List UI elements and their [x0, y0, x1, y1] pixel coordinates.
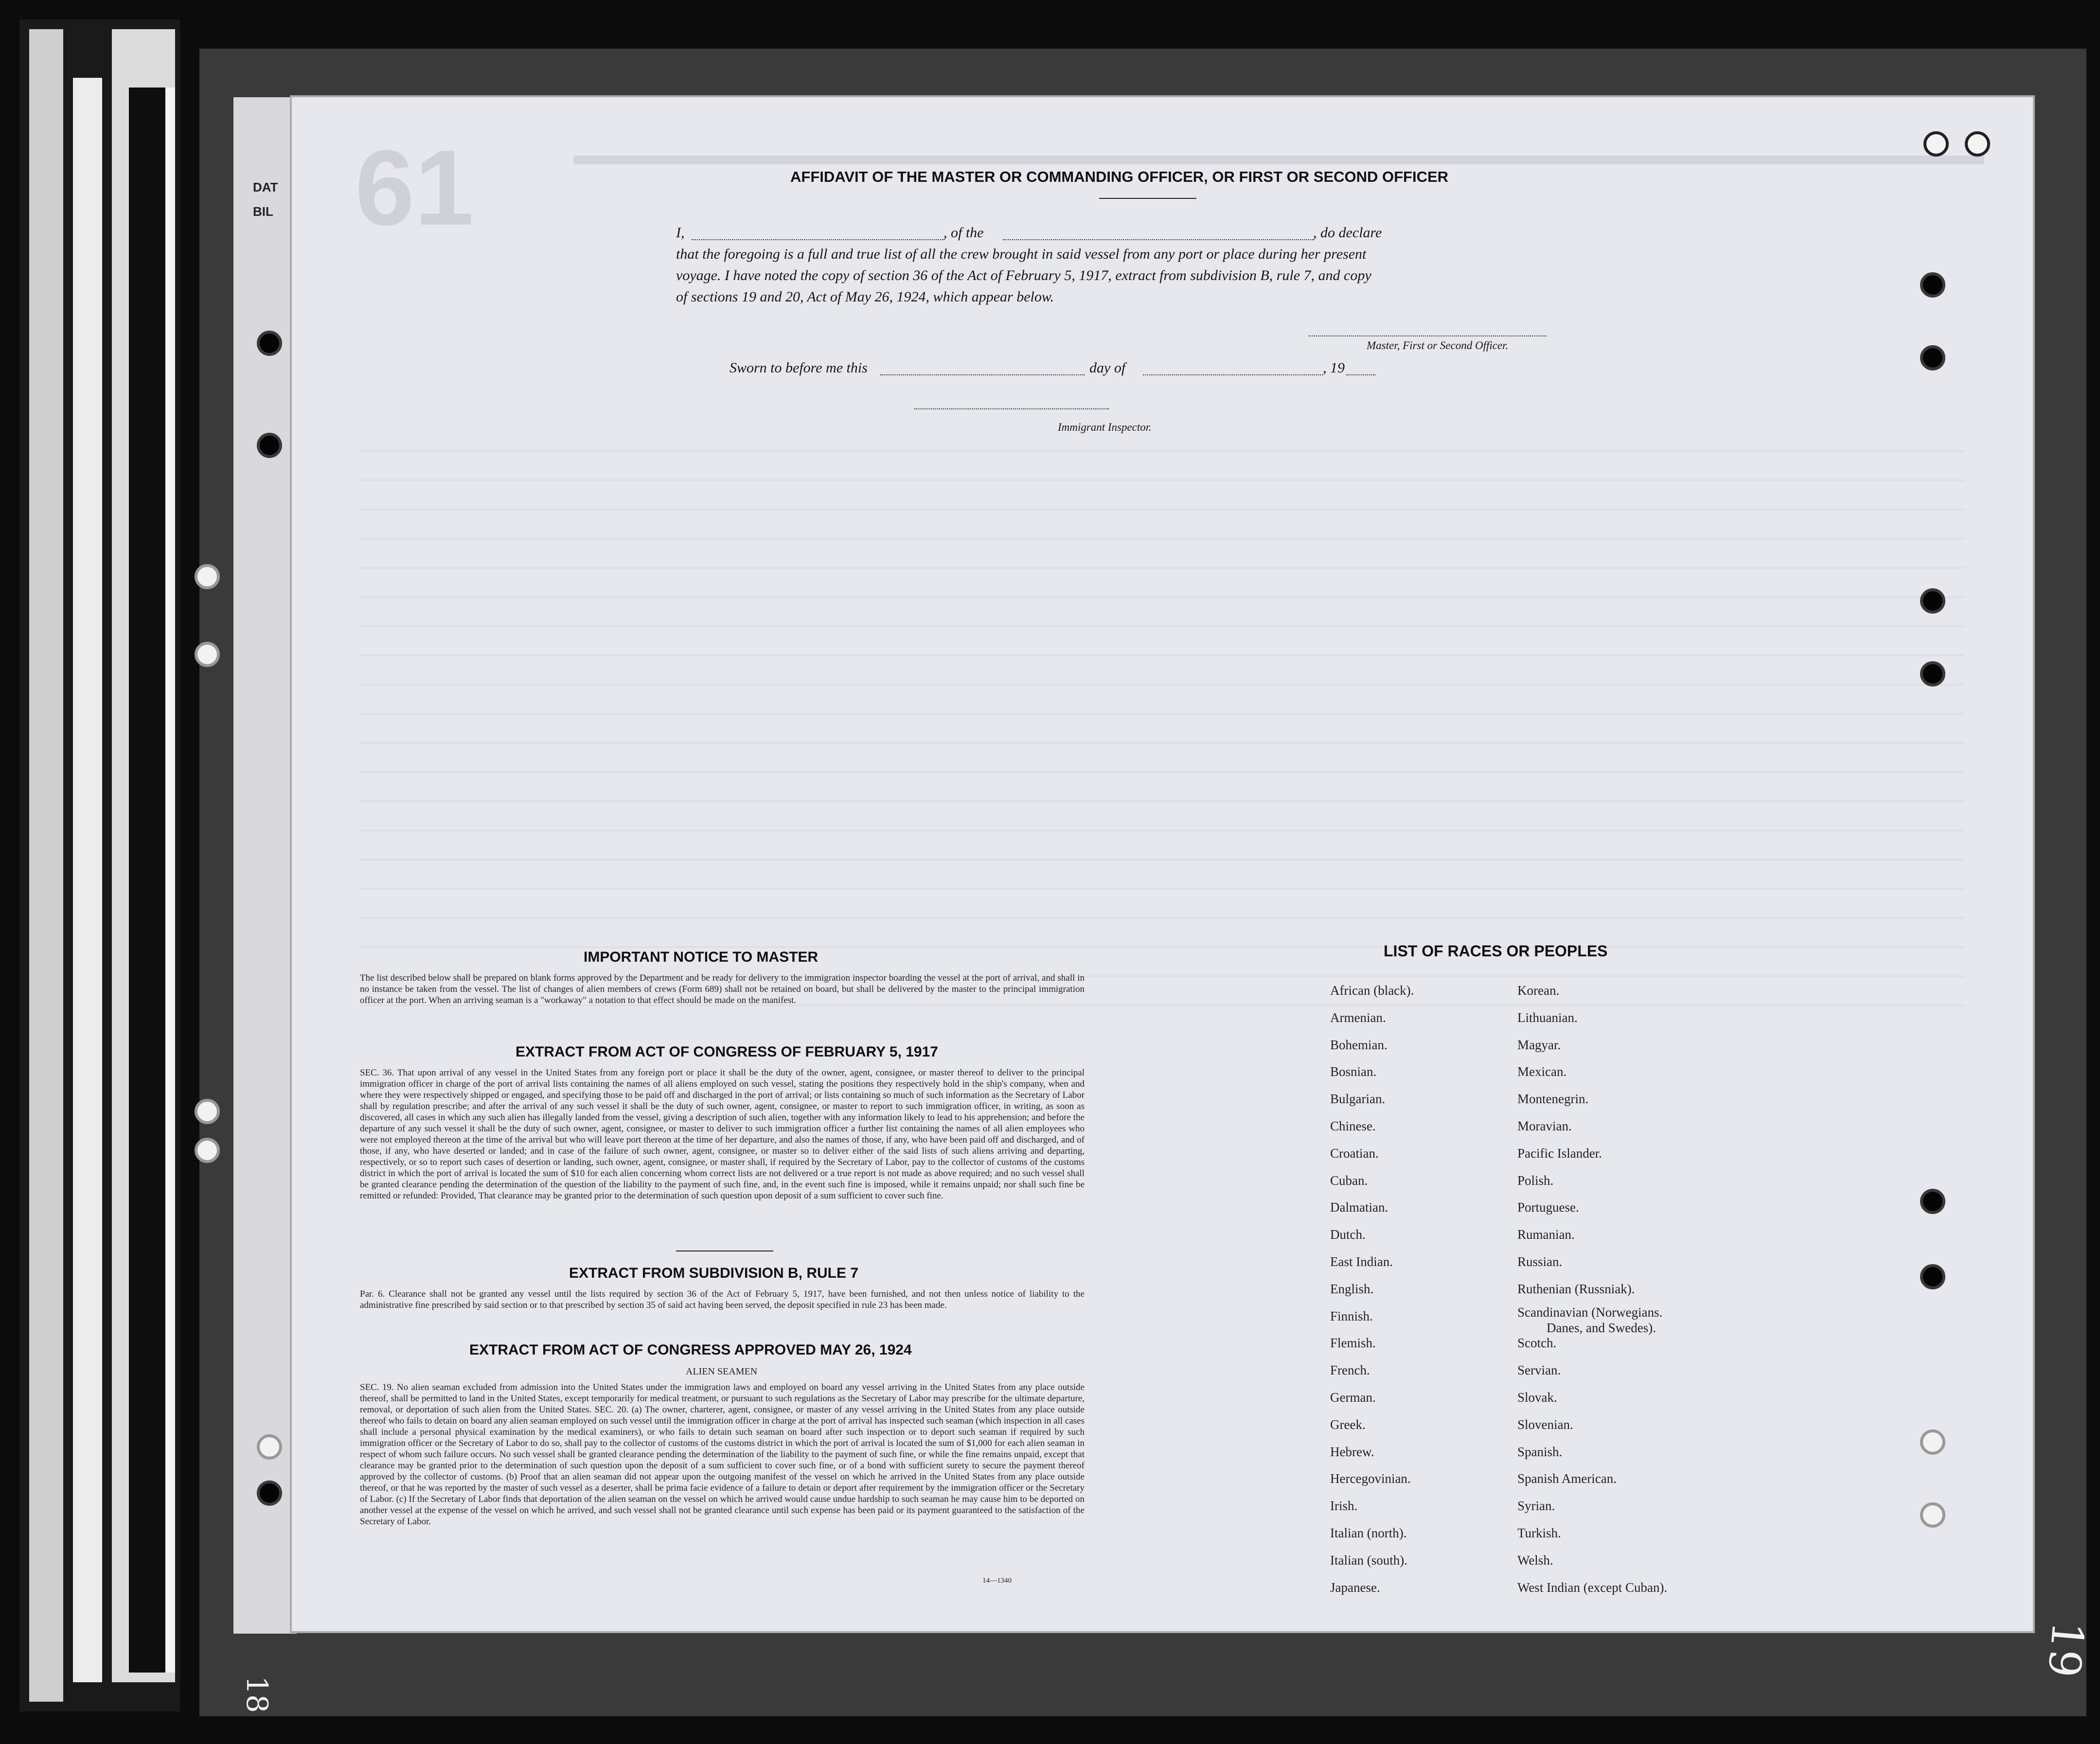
handwritten-page-number-left: 18 [240, 1675, 274, 1713]
handwritten-page-number-right: 19 [2037, 1619, 2094, 1680]
inspector-label: Immigrant Inspector. [1058, 421, 1152, 433]
master-signature-line [1308, 335, 1547, 336]
margin-label-dat: DAT [253, 180, 278, 194]
punch-hole [1920, 1264, 1945, 1289]
race-item: Spanish. [1517, 1445, 1563, 1459]
race-item: German. [1330, 1390, 1376, 1405]
binder-edge [19, 19, 180, 1711]
race-item: Magyar. [1517, 1038, 1561, 1052]
punch-hole [1920, 345, 1945, 370]
punch-hole [257, 331, 282, 356]
punch-hole [257, 433, 282, 458]
race-item: Cuban. [1330, 1173, 1368, 1188]
race-item: Finnish. [1330, 1309, 1373, 1323]
subdivision-title: EXTRACT FROM SUBDIVISION B, RULE 7 [569, 1265, 859, 1281]
punch-hole [1920, 1429, 1945, 1455]
sworn-year: , 19 [1323, 360, 1345, 376]
race-item: African (black). [1330, 983, 1414, 998]
race-item: Lithuanian. [1517, 1010, 1578, 1025]
affidavit-line3: voyage. I have noted the copy of section 36 of the Act of February 5, 1917, extract from subdivision B, rule 7, and copy [676, 267, 1371, 283]
punch-hole [1965, 131, 1990, 157]
affidavit-line4: of sections 19 and 20, Act of May 26, 1924, which appear below. [676, 289, 1054, 305]
race-item: Dalmatian. [1330, 1200, 1388, 1215]
punch-hole [195, 642, 220, 667]
race-item: Slovenian. [1517, 1417, 1573, 1432]
race-item: Montenegrin. [1517, 1092, 1589, 1106]
affidavit-line1-i: I, [676, 225, 685, 241]
race-item: Armenian. [1330, 1010, 1386, 1025]
race-item: West Indian (except Cuban). [1517, 1580, 1668, 1595]
race-item: Pacific Islander. [1517, 1146, 1602, 1161]
race-item: East Indian. [1330, 1254, 1393, 1269]
bleed-through-table [360, 423, 1965, 1006]
vessel-blank [1003, 239, 1314, 240]
inspector-signature-line [914, 408, 1109, 409]
punch-hole [257, 1480, 282, 1506]
race-item: Greek. [1330, 1417, 1366, 1432]
race-item: Rumanian. [1517, 1227, 1575, 1242]
race-item: Slovak. [1517, 1390, 1557, 1405]
race-item: Bosnian. [1330, 1064, 1377, 1079]
race-item: Mexican. [1517, 1064, 1567, 1079]
punch-hole [195, 1138, 220, 1163]
affidavit-title: AFFIDAVIT OF THE MASTER OR COMMANDING OFFICER, OR FIRST OR SECOND OFFICER [790, 168, 1449, 185]
race-item: Scotch. [1517, 1336, 1557, 1350]
punch-hole [195, 1099, 220, 1124]
affidavit-line1-of-the: , of the [943, 225, 984, 241]
race-item: Bohemian. [1330, 1038, 1388, 1052]
race-item: Scandinavian (Norwegians. [1517, 1305, 1663, 1320]
race-item: Servian. [1517, 1363, 1561, 1377]
race-item: Chinese. [1330, 1119, 1376, 1133]
sworn-month-blank [1143, 374, 1323, 375]
race-item-continuation: Danes, and Swedes). [1547, 1321, 1656, 1335]
punch-hole [1920, 661, 1945, 687]
title-underline [1099, 198, 1196, 199]
punch-hole [1920, 1189, 1945, 1214]
subdivision-body: Par. 6. Clearance shall not be granted any vessel until the lists required by section 36 of the Act of February 5, 1917, have been furnished, and not then unless notice of liability to the administrative fine prescribed by said section or to that prescribed by section 35 of said act having been served, the deposit specified in rule 23 has been made. [360, 1289, 1085, 1310]
sworn-year-blank [1346, 374, 1375, 375]
race-item: Turkish. [1517, 1526, 1561, 1540]
notice-body: The list described below shall be prepared on blank forms approved by the Department and be ready for delivery to the immigration inspector boarding the vessel at the port of arrival, and shall in no instance be taken from the vessel. The list of changes of alien members of crews (Form 689) shall not be retained on board, but shall be delivered by the master to the principal immigration officer at the port. When an arriving seaman is a "workaway" a notation to that effect should be made on the manifest. [360, 973, 1085, 1005]
punch-hole [1920, 588, 1945, 614]
punch-hole [1920, 272, 1945, 298]
races-title: LIST OF RACES OR PEOPLES [1384, 942, 1608, 960]
form-number: 14—1340 [982, 1577, 1012, 1585]
race-item: Bulgarian. [1330, 1092, 1386, 1106]
race-item: Portuguese. [1517, 1200, 1579, 1215]
race-item: French. [1330, 1363, 1370, 1377]
extract-1924-title: EXTRACT FROM ACT OF CONGRESS APPROVED MAY 26, 1924 [469, 1342, 912, 1358]
race-item: Moravian. [1517, 1119, 1572, 1133]
punch-hole [195, 564, 220, 589]
race-item: Syrian. [1517, 1498, 1555, 1513]
bleed-through-number: 61 [355, 128, 474, 247]
extract-1924-body: SEC. 19. No alien seaman excluded from admission into the United States under the immigration laws and employed on board any vessel arriving in the United States from any place outside thereof, shall be permitted to land in the United States, except temporarily for medical treatment, or pursuant to such regulations as the Secretary of Labor may prescribe for the ultimate departure, removal, or deportation of such alien from the United States. SEC. 20. (a) The owner, charterer, agent, consignee, or master of any vessel arriving in the United States from any place outside thereof who fails to detain on board any alien seaman employed on such vessel until the immigration officer in charge at the port of arrival has inspected such seaman (which inspection in all cases shall include a personal physical examination by the medical examiners), or who fails to detain such seaman on board after such inspection or to deport such seaman if required by such immigration officer or the Secretary of Labor to do so, shall pay to the collector of customs of the customs district in which the port of arrival is located the sum of $1,000 for each alien seaman in respect of whom such failure occurs. No such vessel shall be granted clearance pending the determination of the liability to the payment of such fine, or while the fine remains unpaid, except that clearance may be granted prior to the determination of such question upon the deposit of a sum sufficient to cover such fine, or of a bond with sufficient surety to secure the payment thereof approved by the collector of customs. (b) Proof that an alien seaman did not appear upon the outgoing manifest of the vessel on which he arrived in the United States from any place outside thereof, or that he was reported by the master of such vessel as a deserter, shall be prima facie evidence of a failure to detain or deport after requirement by the immigration officer or the Secretary of Labor. (c) If the Secretary of Labor finds that deportation of the alien seaman on the vessel on which he arrived would cause undue hardship to such seaman he may cause him to be deported on another vessel at the expense of the vessel on which he arrived, and such vessel shall not be granted clearance until such expense has been paid or its payment guaranteed to the satisfaction of the Secretary of Labor. [360, 1382, 1085, 1527]
affidavit-line1-declare: , do declare [1313, 225, 1382, 241]
race-item: Korean. [1517, 983, 1560, 998]
extract-1917-body: SEC. 36. That upon arrival of any vessel in the United States from any foreign port or place it shall be the duty of the owner, agent, consignee, or master thereof to deliver to the principal immigration officer in charge of the port of arrival lists containing the names of all aliens employed on such vessel, stating the positions they respectively hold in the ship's company, when and where they were respectively shipped or engaged, and specifying those to be paid off and discharged in the port of arrival; or lists containing so much of such information as the Secretary of Labor shall by regulation prescribe; and after the arrival of any such vessel it shall be the duty of such owner, agent, consignee, or master to report to such immigration officer, in writing, as soon as discovered, all cases in which any such alien has illegally landed from the vessel, giving a description of such alien, together with any information likely to lead to his apprehension; and before the departure of any such vessel it shall be the duty of such owner, agent, consignee, or master to deliver to such immigration officer a further list containing the names of all alien employees who were not employed thereon at the time of the arrival but who will leave port thereon at the time of her departure, and also the names of those, if any, who have been paid off and discharged, and of those, if any, who have deserted or landed; and in case of the failure of such owner, agent, consignee, or master so to deliver either of the said lists of such aliens arriving and departing, respectively, or so to report such cases of desertion or landing, such owner, agent, consignee, or master shall, if required by the Secretary of Labor, pay to the collector of customs of the customs district in which the port of arrival is located the sum of $10 for each alien concerning whom correct lists are not delivered or a true report is not made as above required; and no such vessel shall be granted clearance pending the determination of the question of the liability to the payment of such fine, and, in the event such fine is imposed, while it remains unpaid; nor shall such fine be remitted or refunded: Provided, That clearance may be granted prior to the determination of such question upon deposit of a sum sufficient to cover such fine. [360, 1068, 1085, 1201]
race-item: Italian (south). [1330, 1553, 1407, 1568]
punch-hole [1920, 1502, 1945, 1528]
notice-title: IMPORTANT NOTICE TO MASTER [584, 949, 819, 965]
document-page [292, 97, 2033, 1631]
extract-1917-title: EXTRACT FROM ACT OF CONGRESS OF FEBRUARY 5, 1917 [516, 1044, 938, 1060]
sworn-text: Sworn to before me this [730, 360, 868, 376]
race-item: Japanese. [1330, 1580, 1380, 1595]
race-item: English. [1330, 1282, 1374, 1296]
race-item: Polish. [1517, 1173, 1554, 1188]
extract-1924-subtitle: ALIEN SEAMEN [686, 1366, 758, 1377]
underlying-page-margin [233, 97, 297, 1713]
punch-hole [257, 1434, 282, 1460]
sworn-day-of: day of [1089, 360, 1126, 376]
race-item: Dutch. [1330, 1227, 1366, 1242]
race-item: Hercegovinian. [1330, 1471, 1411, 1486]
affidavit-line2: that the foregoing is a full and true list of all the crew brought in said vessel from any port or place during her present [676, 246, 1367, 262]
race-item: Spanish American. [1517, 1471, 1617, 1486]
race-item: Croatian. [1330, 1146, 1379, 1161]
name-blank [692, 239, 944, 240]
race-item: Irish. [1330, 1498, 1358, 1513]
punch-hole [1923, 131, 1949, 157]
sworn-day-blank [880, 374, 1085, 375]
margin-label-bil: BIL [253, 204, 273, 219]
race-item: Russian. [1517, 1254, 1563, 1269]
race-item: Hebrew. [1330, 1445, 1374, 1459]
master-signature-label: Master, First or Second Officer. [1367, 339, 1509, 352]
race-item: Ruthenian (Russniak). [1517, 1282, 1635, 1296]
race-item: Welsh. [1517, 1553, 1553, 1568]
race-item: Flemish. [1330, 1336, 1376, 1350]
race-item: Italian (north). [1330, 1526, 1407, 1540]
